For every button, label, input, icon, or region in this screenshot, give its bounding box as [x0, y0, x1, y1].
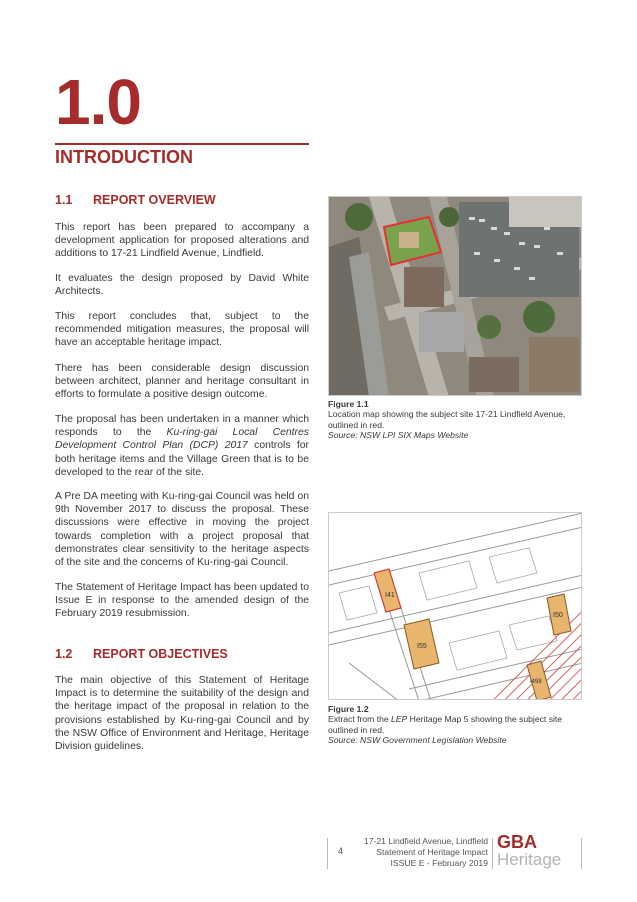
map-label-i55: I55 — [417, 643, 427, 650]
logo-gba: GBA — [497, 832, 537, 852]
page-number: 4 — [338, 846, 344, 856]
section-heading-objectives — [55, 647, 228, 661]
heritage-map-image — [328, 512, 582, 700]
paragraph-dcp — [55, 413, 309, 479]
figure-text-italic: LEP — [391, 714, 408, 725]
heritage-map-drawing — [329, 513, 582, 700]
figure-text: Location map showing the subject site 17-21 Lindfield Avenue, outlined in red. — [328, 409, 566, 430]
logo-heritage: Heritage — [497, 850, 562, 869]
paragraph: The main objective of this Statement of Heritage Impact is to determine the suitability of the design and the heritage impact of the proposal in relation to the provisions established by Ku-ring-gai Council and by the NSW Office of Environment and Heritage, Heritage Division guidelines. — [55, 675, 309, 753]
chapter-title: INTRODUCTION — [55, 147, 193, 167]
map-label-i41: I41 — [385, 592, 395, 599]
paragraph: This report concludes that, subject to the recommended mitigation measures, the proposal will have an acceptable heritage impact. — [55, 311, 309, 349]
footer-doc-title: Statement of Heritage Impact — [376, 847, 488, 857]
figure-source: Source: NSW Government Legislation Website — [328, 735, 507, 746]
footer-address: 17-21 Lindfield Avenue, Lindfield — [363, 836, 488, 846]
paragraph-text: controls for both heritage items and the Village Green that is to be developed to the rear of the site. — [55, 440, 309, 478]
footer-divider — [581, 838, 582, 869]
section-title: REPORT OBJECTIVES — [93, 647, 228, 661]
figure-text-part: Extract from the — [328, 714, 392, 725]
footer-issue: ISSUE E - February 2019 — [390, 858, 488, 868]
dcp-title: Ku-ring-gai Local Centres Development Control Plan (DCP) 2017 — [55, 427, 309, 452]
aerial-map-drawing — [329, 197, 582, 396]
paragraph: The Statement of Heritage Impact has been updated to Issue E in response to the amended design of the February 2019 resubmission. — [55, 582, 309, 620]
chapter-number: 1.0 — [55, 66, 141, 138]
map-label-i50: I50 — [553, 612, 563, 619]
figure-source: Source: NSW LPI SIX Maps Website — [328, 430, 469, 441]
section-heading-overview — [55, 193, 216, 207]
paragraph: This report has been prepared to accompany a development application for proposed alterations and additions to 17-21 Lindfield Avenue, Lindfield. — [55, 222, 309, 260]
section-title: REPORT OVERVIEW — [93, 193, 216, 207]
figure-caption-2 — [328, 704, 582, 746]
paragraph: A Pre DA meeting with Ku-ring-gai Council was held on 9th November 2017 to discuss the proposal. These discussions were effective in moving the project towards completion with a project proposal that demonstrates clear sensitivity to the heritage aspects of the site and the concerns of Ku-ring-gai Council. — [55, 491, 309, 569]
paragraph-text: The proposal has been undertaken in a manner which responds to the — [55, 414, 309, 439]
section-number: 1.2 — [55, 647, 73, 661]
figure-caption-1 — [328, 399, 582, 441]
paragraph: There has been considerable design discussion between architect, planner and heritage consultant in efforts to formulate a positive design outcome. — [55, 363, 309, 401]
footer-info — [348, 836, 488, 869]
footer-divider — [327, 838, 328, 869]
figure-text — [328, 714, 562, 734]
aerial-map-image — [328, 196, 582, 396]
figure-text-part: Heritage Map 5 showing the subject site outlined in red. — [328, 714, 563, 735]
paragraph: It evaluates the design proposed by David White Architects. — [55, 273, 309, 298]
map-label-i498: I498 — [530, 679, 542, 685]
footer-divider — [492, 838, 493, 869]
section-number: 1.1 — [55, 193, 73, 207]
figure-label: Figure 1.2 — [328, 704, 369, 714]
chapter-rule — [55, 143, 309, 145]
figure-label: Figure 1.1 — [328, 399, 369, 409]
